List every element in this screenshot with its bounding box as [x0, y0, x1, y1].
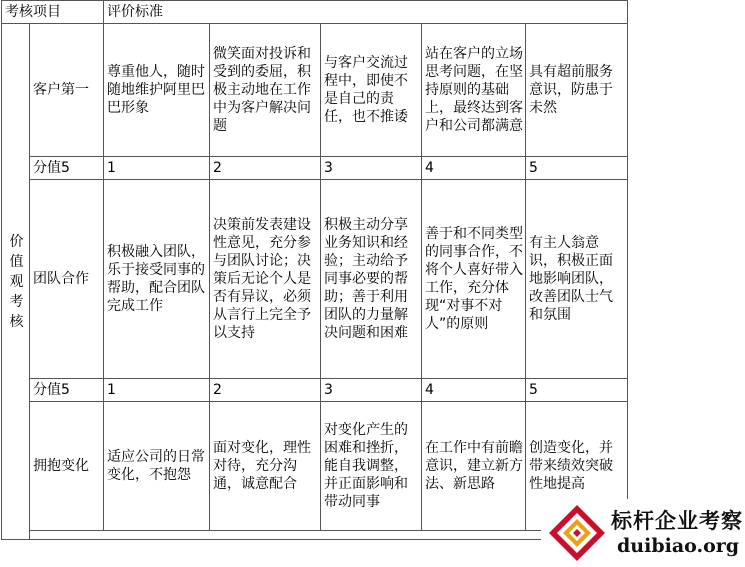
criteria-cell: 积极主动分享业务知识和经验；主动给予同事必要的帮助；善于利用团队的力量解决问题和困难	[321, 180, 422, 379]
score-cell: 2	[210, 157, 321, 180]
group-label-char: 考	[9, 293, 24, 310]
watermark-url: duibiao.org	[617, 535, 740, 557]
criteria-cell: 与客户交流过程中，即使不是自己的责任，也不推诿	[321, 24, 422, 157]
table-bottom-gap	[30, 531, 628, 540]
watermark	[541, 499, 745, 567]
criteria-cell: 有主人翁意识，积极正面地影响团队，改善团队士气和氛围	[526, 180, 628, 379]
criteria-cell: 具有超前服务意识，防患于未然	[526, 24, 628, 157]
watermark-name: 标杆企业考察	[611, 508, 743, 533]
score-cell: 5	[526, 157, 628, 180]
evaluation-table	[1, 0, 628, 540]
criteria-cell: 面对变化，理性对待，充分沟通，诚意配合	[210, 402, 321, 531]
score-cell: 2	[210, 379, 321, 402]
score-cell: 4	[422, 379, 526, 402]
score-label: 分值5	[30, 379, 104, 402]
category-embrace-change: 拥抱变化	[30, 402, 104, 531]
score-cell: 5	[526, 379, 628, 402]
group-label-char: 核	[9, 313, 24, 330]
criteria-cell: 尊重他人，随时随地维护阿里巴巴形象	[104, 24, 210, 157]
criteria-cell: 在工作中有前瞻意识，建立新方法、新思路	[422, 402, 526, 531]
score-cell: 1	[104, 379, 210, 402]
criteria-cell: 决策前发表建设性意见，充分参与团队讨论；决策后无论个人是否有异议，必须从言行上完全予以支持	[210, 180, 321, 379]
group-label-char: 价	[9, 233, 24, 250]
criteria-cell: 适应公司的日常变化，不抱怨	[104, 402, 210, 531]
score-label: 分值5	[30, 157, 104, 180]
score-cell: 3	[321, 157, 422, 180]
criteria-cell: 对变化产生的困难和挫折，能自我调整，并正面影响和带动同事	[321, 402, 422, 531]
score-cell: 1	[104, 157, 210, 180]
score-cell: 4	[422, 157, 526, 180]
criteria-cell: 创造变化，并带来绩效突破性地提高	[526, 402, 628, 531]
criteria-cell: 站在客户的立场思考问题，在坚持原则的基础上，最终达到客户和公司都满意	[422, 24, 526, 157]
category-customer-first: 客户第一	[30, 24, 104, 157]
header-criteria: 评价标准	[104, 1, 628, 24]
criteria-cell: 积极融入团队，乐于接受同事的帮助，配合团队完成工作	[104, 180, 210, 379]
score-cell: 3	[321, 379, 422, 402]
duibiao-logo-icon	[547, 503, 607, 563]
criteria-cell: 微笑面对投诉和受到的委屈，积极主动地在工作中为客户解决问题	[210, 24, 321, 157]
category-teamwork: 团队合作	[30, 180, 104, 379]
group-label-char: 值	[9, 253, 24, 270]
group-label-char: 观	[9, 273, 24, 290]
criteria-cell: 善于和不同类型的同事合作，不将个人喜好带入工作，充分体现“对事不对人”的原则	[422, 180, 526, 379]
header-item: 考核项目	[2, 1, 104, 24]
group-label-values	[2, 24, 30, 540]
